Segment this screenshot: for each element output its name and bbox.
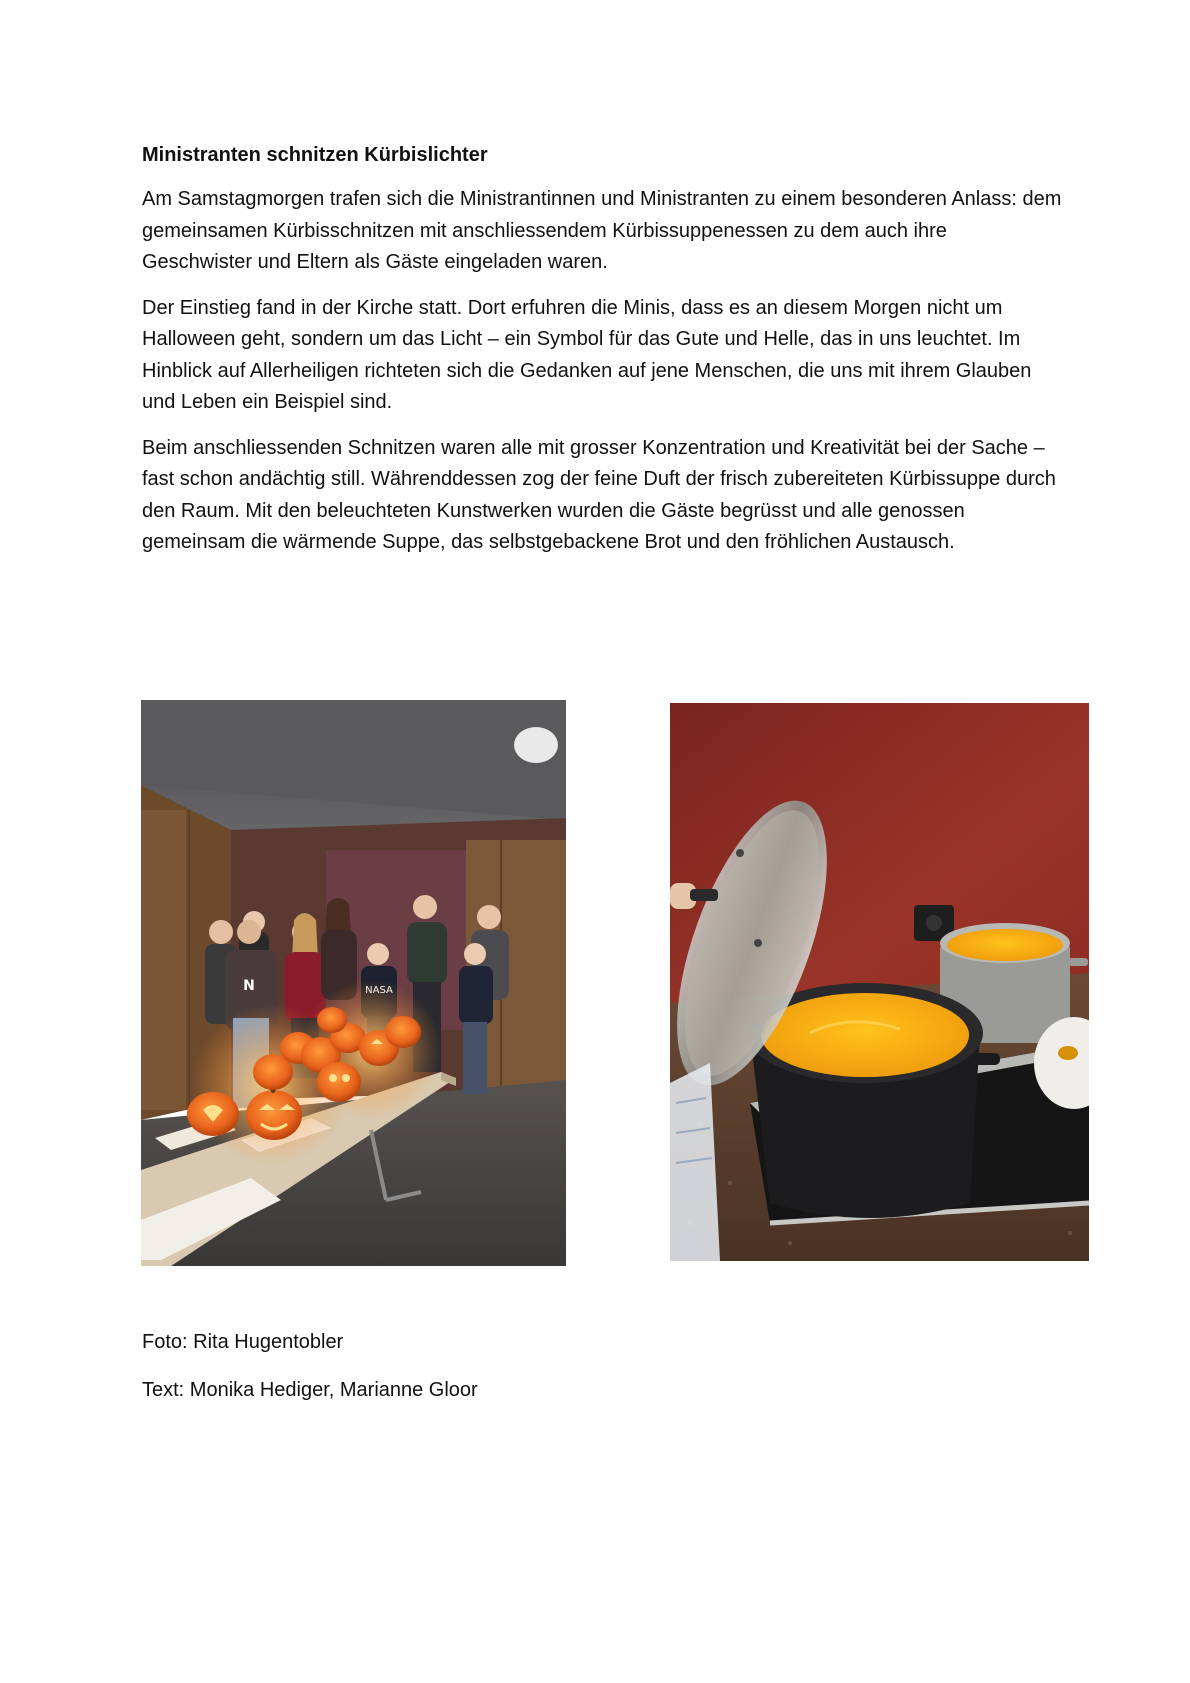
article (142, 140, 1062, 573)
front-pot (747, 983, 1000, 1218)
group-pumpkin-photo (141, 700, 566, 1266)
photo-credit: Foto: Rita Hugentobler (142, 1331, 344, 1353)
credits (142, 1327, 842, 1423)
article-title: Ministranten schnitzen Kürbislichter (142, 144, 488, 166)
paragraph-3: Beim anschliessenden Schnitzen waren alle mit grosser Konzentration und Kreativität bei der Sache – fast schon andächtig still. Währenddessen zog der feine Duft der frisch zubereiteten Kürbissuppe durch den Raum. Mit den beleuchteten Kunstwerken wurden die Gäste begrüsst und alle genossen gemeinsam die wärmende Suppe, das selbstgebackene Brot und den fröhlichen Austausch. (142, 436, 1056, 553)
paragraph-2: Der Einstieg fand in der Kirche statt. Dort erfuhren die Minis, dass es an diesem Morgen nicht um Halloween geht, sondern um das Licht – ein Symbol für das Gute und Helle, das in uns leuchtet. Im Hinblick auf Allerheiligen richteten sich die Gedanken auf jene Menschen, die uns mit ihrem Glauben und Leben ein Beispiel sind. (142, 296, 1032, 413)
shirt-text-n: N (243, 978, 255, 994)
text-credit: Text: Monika Hediger, Marianne Gloor (142, 1379, 478, 1401)
soup-pots-photo (670, 703, 1089, 1261)
paragraph-1: Am Samstagmorgen trafen sich die Ministrantinnen und Ministranten zu einem besonderen Anlass: dem gemeinsamen Kürbisschnitzen mit anschliessendem Kürbissuppenessen zu dem auch ihre Geschwister und Eltern als Gäste eingeladen waren. (142, 188, 1062, 273)
